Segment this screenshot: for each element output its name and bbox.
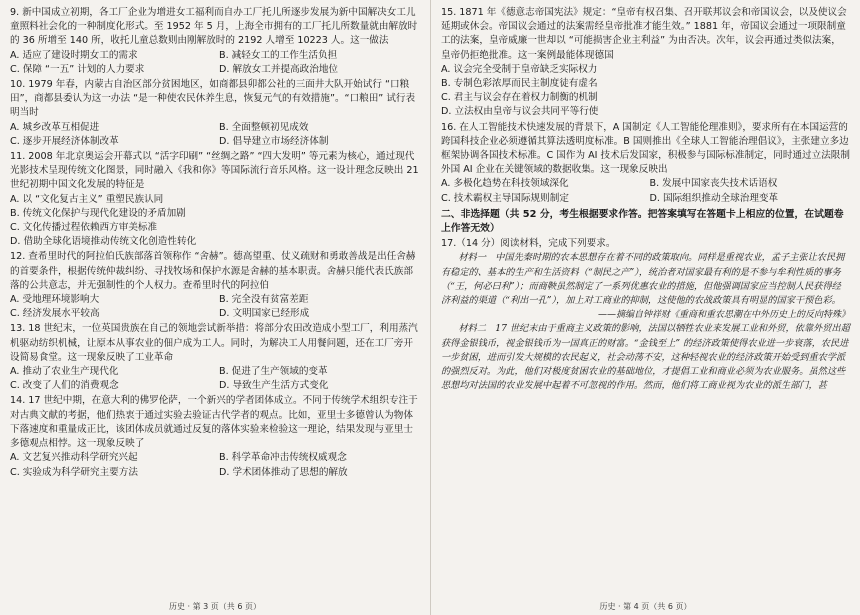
question-block <box>10 150 420 249</box>
question-stem: 11. 2008 年北京奥运会开幕式以 “活字印刷” “丝绸之路” “四大发明” 等元素为核心，通过现代光影技术呈现传统文化图景，同时融入《我和你》等国际流行音乐风格。这一设计理念反映出 21 世纪初期中国文化发展的特征是 <box>10 151 419 191</box>
answer-option: B. 发展中国家丧失技术话语权 <box>649 178 778 190</box>
answer-option: C. 改变了人们的消费观念 <box>10 380 119 392</box>
answer-options <box>10 451 420 479</box>
section-title: 二、非选择题（共 52 分，考生根据要求作答。把答案填写在答题卡上相应的位置，在试题卷上作答无效） <box>441 208 844 235</box>
question-list <box>10 6 420 480</box>
answer-option: D. 解放女工并提高政治地位 <box>219 63 339 75</box>
answer-option: A. 推动了农业生产现代化 <box>10 366 119 378</box>
answer-option: A. 城乡改革互相促进 <box>10 121 100 133</box>
answer-option: A. 议会完全受制于皇帝缺乏实际权力 <box>441 63 598 75</box>
answer-option: C. 实验成为科学研究主要方法 <box>10 466 138 478</box>
answer-option: B. 减轻女工的工作生活负担 <box>219 49 338 61</box>
answer-option: B. 专制色彩浓厚而民主制度徒有虚名 <box>441 78 598 90</box>
exam-page-right <box>430 0 860 615</box>
answer-option: C. 逐步开展经济体制改革 <box>10 135 119 147</box>
question-stem: 15. 1871 年《德意志帝国宪法》规定：“皇帝有权召集、召开联邦议会和帝国议会，以及使议会延期或休会。帝国议会通过的法案需经皇帝批准才能生效。” 1881 年，帝国议会通过一项限制童工的法案，皇帝威廉一世却以 “可能损害企业主利益” 为由否决。次年，议会再通过类似法案，皇帝仍拒绝批准。这一案例最能体现德国 <box>441 7 847 61</box>
question-block <box>10 322 420 393</box>
answer-option: B. 传统文化保护与现代化建设的矛盾加剧 <box>10 207 186 219</box>
answer-options <box>10 193 420 250</box>
answer-option: C. 技术霸权主导国际规则制定 <box>441 192 569 204</box>
question-stem: 10. 1979 年春，内蒙古自治区部分贫困地区，如商都县卯都公社的三面井大队开始试行 “口粮田”，商都县委认为这一办法 “是一种使农民休养生息，恢复元气的有效措施”。“口粮田” 试行表明当时 <box>10 79 416 119</box>
answer-option: D. 文明国家已经形成 <box>219 308 310 320</box>
question-block <box>10 6 420 77</box>
answer-options <box>10 293 420 321</box>
answer-options <box>10 365 420 393</box>
answer-option: B. 促进了生产领域的变革 <box>219 366 328 378</box>
question-stem: 13. 18 世纪末，一位英国贵族在自己的领地尝试新举措：将部分农田改造成小型工厂，利用蒸汽机驱动纺织机械，让原本从事农业的佃户成为工人。同时，为解决工人用餐问题，还在工厂旁开设简易食堂。这一现象反映了工业革命 <box>10 323 418 363</box>
material-1-citation: ——摘编自钟祥财《重商和重农思潮在中外历史上的反向特殊》 <box>597 310 850 321</box>
answer-option: D. 学术团体推动了思想的解放 <box>219 466 348 478</box>
question-stem: 14. 17 世纪中期，在意大利的佛罗伦萨，一个新兴的学者团体成立。不同于传统学术组织专注于对古典文献的考据，他们热衷于通过实验去验证古代学者的观点。比如，亚里士多德曾认为物体下落速度和重量成正比，该团体成员就通过反复的落体实验来检验这一理论，结果发现与亚里士多德观点相悖。这一现象反映了 <box>10 395 418 450</box>
page-footer: 历史 · 第 4 页（共 6 页） <box>599 602 692 611</box>
page-footer: 历史 · 第 3 页（共 6 页） <box>169 602 261 611</box>
answer-option: D. 立法权由皇帝与议会共同平等行使 <box>441 106 599 118</box>
answer-option: D. 导致生产生活方式变化 <box>219 380 329 392</box>
answer-options <box>10 121 420 149</box>
answer-option: C. 保障 “一五” 计划的人力要求 <box>10 63 145 75</box>
answer-option: B. 完全没有贫富差距 <box>219 294 309 306</box>
answer-option: D. 国际组织推动全球治理变革 <box>649 192 779 204</box>
answer-option: D. 倡导建立市场经济体制 <box>219 135 329 147</box>
answer-option: A. 受地理环境影响大 <box>10 294 100 306</box>
question-block <box>10 394 420 479</box>
question-block <box>441 6 850 120</box>
answer-option: B. 科学革命冲击传统权威观念 <box>219 452 347 464</box>
question-stem: 16. 在人工智能技术快速发展的背景下，A 国制定《人工智能伦理准则》，要求所有在本国运营的跨国科技企业必须遵循其算法透明度标准。B 国则推出《全球人工智能治理倡议》，主张建立多边框架协调各国技术标准。C 国作为 AI 技术后发国家，积极参与国际标准制定，同时通过立法限制外国 AI 企业在关键领域的数据收集。这一现象反映出 <box>441 121 850 176</box>
question-list <box>441 6 850 206</box>
answer-options <box>10 49 420 77</box>
material-1: 材料一 中国先秦时期的农本思想存在着不同的政策取向。同样是重视农业，孟子主张让农民拥有稳定的、基本的生产和生活资料（“制民之产”），统治者对国家最有利的是不参与牟利性质的事务（“王，何必曰利”）；而商鞅虽然制定了一系列优惠农业的措施，但他强调国家应当控制人民获得经济利益的渠道（“利出一孔”），加上对工商业的抑制，这使他的农战政策具有明显的国家干预色彩。 <box>441 252 845 307</box>
material-2: 材料二 17 世纪末由于重商主义政策的影响，法国以牺牲农业来发展工业和外贸，依靠外贸出超获得金银钱币，视金银钱币为一国真正的财富。“金钱至上” 的经济政策使得农业进一步衰落，农民进一步贫困，进而引发大规模的农民起义，社会动荡不安，这种轻视农业的经济政策开始受到重农学派的强烈反对。为此，他们对极度贫困农业的基础地位，才提倡工业和商业必须为农业服务。虽然这些思想均对法国的农业发展中起着不可忽视的作用。然而，他们将工商业视为农业的派生部门，甚 <box>441 323 850 392</box>
answer-option: A. 文艺复兴推动科学研究兴起 <box>10 452 138 464</box>
answer-option: C. 文化传播过程依赖西方审美标准 <box>10 222 158 234</box>
question-stem: 9. 新中国成立初期，各工厂企业为增进女工福利而自办工厂托儿所逐步发展为新中国解决女工儿童照料社会化的一种制度化形式。至 1952 年 5 月，上海全市拥有的工厂托儿所数量就由解放时的 36 所增至 140 所，收托儿童总数则由刚解放时的 2192 人增至 10223 人。这一做法 <box>10 7 418 47</box>
question-block <box>10 250 420 321</box>
answer-options <box>441 177 850 205</box>
answer-option: C. 经济发展水平较高 <box>10 308 100 320</box>
answer-option: B. 全面整顿初见成效 <box>219 121 309 133</box>
answer-options <box>441 63 850 120</box>
question-stem: 12. 查希里时代的阿拉伯氏族部落首领称作 “舍赫”。德高望重、仗义疏财和勇敢善战是出任舍赫的首要条件，根据传统仲裁纠纷、寻找牧场和保护水源是舍赫的基本职责。舍赫只能代表氏族部落的公共意志，并无强制性的个人权力。查希里时代的阿拉伯 <box>10 251 416 291</box>
answer-option: A. 多极化趋势在科技领域深化 <box>441 178 569 190</box>
question-block <box>441 121 850 206</box>
answer-option: C. 君主与议会存在着权力制衡的机制 <box>441 92 598 104</box>
question-block <box>10 78 420 149</box>
answer-option: A. 以 “文化复古主义” 重塑民族认同 <box>10 193 164 205</box>
question-17-title: 17.（14 分）阅读材料，完成下列要求。 <box>441 238 616 250</box>
answer-option: A. 适应了建设时期女工的需求 <box>10 49 138 61</box>
answer-option: D. 借助全球化语境推动传统文化创造性转化 <box>10 236 197 248</box>
